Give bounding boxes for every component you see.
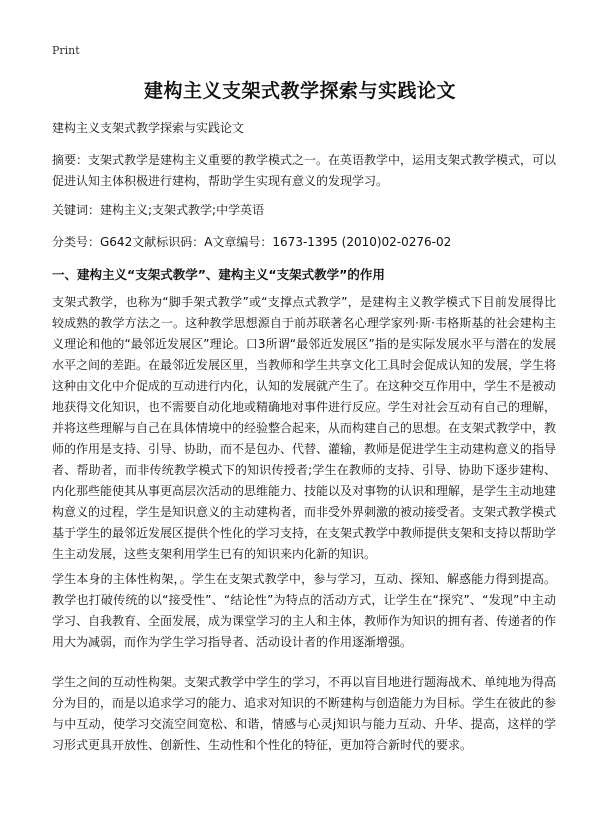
body-paragraph-text: 学生之间的互动性构架。支架式教学中学生的学习，不再以盲目地进行题海战术、单纯地为得高分为目的，而是以追求学习的能力、追求对知识的不断建构与创造能力为目标。学生在彼此的参与中互动，使学习交流空间宽松、和谐，情感与心灵j知识与能力互动、升华、提高，这样的学习形式更具开放性、创新性、生动性和个性化的特征，更加符合新时代的要求。 <box>52 675 557 752</box>
article-subtitle: 建构主义支架式教学探索与实践论文 <box>52 121 245 135</box>
body-paragraph <box>52 672 556 756</box>
abstract-paragraph: 摘要：支架式教学是建构主义重要的教学模式之一。在英语教学中，运用支架式教学模式，可以促进认知主体积极进行建构，帮助学生实现有意义的发现学习。 <box>52 153 557 188</box>
body-paragraph-text: 学生本身的主体性构架，。学生在支架式教学中，参与学习，互动、探知、解惑能力得到提高。教学也打破传统的以“接受性”、“结论性”为特点的活动方式，让学生在“探究”、“发现”中主动学习、自我教育、全面发展，成为课堂学习的主人和主体，教师作为知识的拥有者、传递者的作用大为减弱，而作为学生学习指导者、活动设计者的作用逐渐增强。 <box>52 572 557 649</box>
page-title: 建构主义支架式教学探索与实践论文 <box>143 80 456 102</box>
print-label[interactable]: Print <box>52 44 80 57</box>
keywords-line: 关键词：建构主义;支架式教学;中学英语 <box>52 203 265 217</box>
body-paragraph <box>52 292 556 565</box>
section-heading: 一、建构主义“支架式教学”、建构主义“支架式教学”的作用 <box>52 267 385 282</box>
body-paragraph <box>52 569 556 653</box>
classification-line: 分类号：G642文献标识码：A文章编号：1673-1395 (2010)02-0276-02 <box>52 235 452 249</box>
body-paragraph-text: 支架式教学，也称为“脚手架式教学”或“支撑点式教学”，是建构主义教学模式下目前发展得比较成熟的教学方法之一。这种教学思想源自于前苏联著名心理学家列·斯·韦格斯基的社会建构主义理论和他的“最邻近发展区”理论。口3所谓“最邻近发展区”指的是实际发展水平与潜在的发展水平之间的差距。在最邻近发展区里，当教师和学生共享文化工具时会促成认知的发展，学生将这种由文化中介促成的互动进行内化，认知的发展就产生了。在这种交互作用中，学生不是被动地获得文化知识，也不需要自动化地或精确地对事件进行反应。学生对社会互动有自己的理解，并将这些理解与自己在具体情境中的经验整合起来，从而构建自己的思想。在支架式教学中，教师的作用是支持、引导、协助，而不是包办、代替、灌输，教师是促进学生主动建构意义的指导者、帮助者，而非传统教学模式下的知识传授者;学生在教师的支持、引导、协助下逐步建构、内化那些能使其从事更高层次活动的思维能力、技能以及对事物的认识和理解，是学生主动地建构意义的过程，学生是知识意义的主动建构者，而非受外界刺激的被动接受者。支架式教学模式基于学生的最邻近发展区提供个性化的学习支持，在支架式教学中教师提供支架和支持以帮助学生主动发展，这些支架利用学生已有的知识来内化新的知识。 <box>52 295 557 561</box>
